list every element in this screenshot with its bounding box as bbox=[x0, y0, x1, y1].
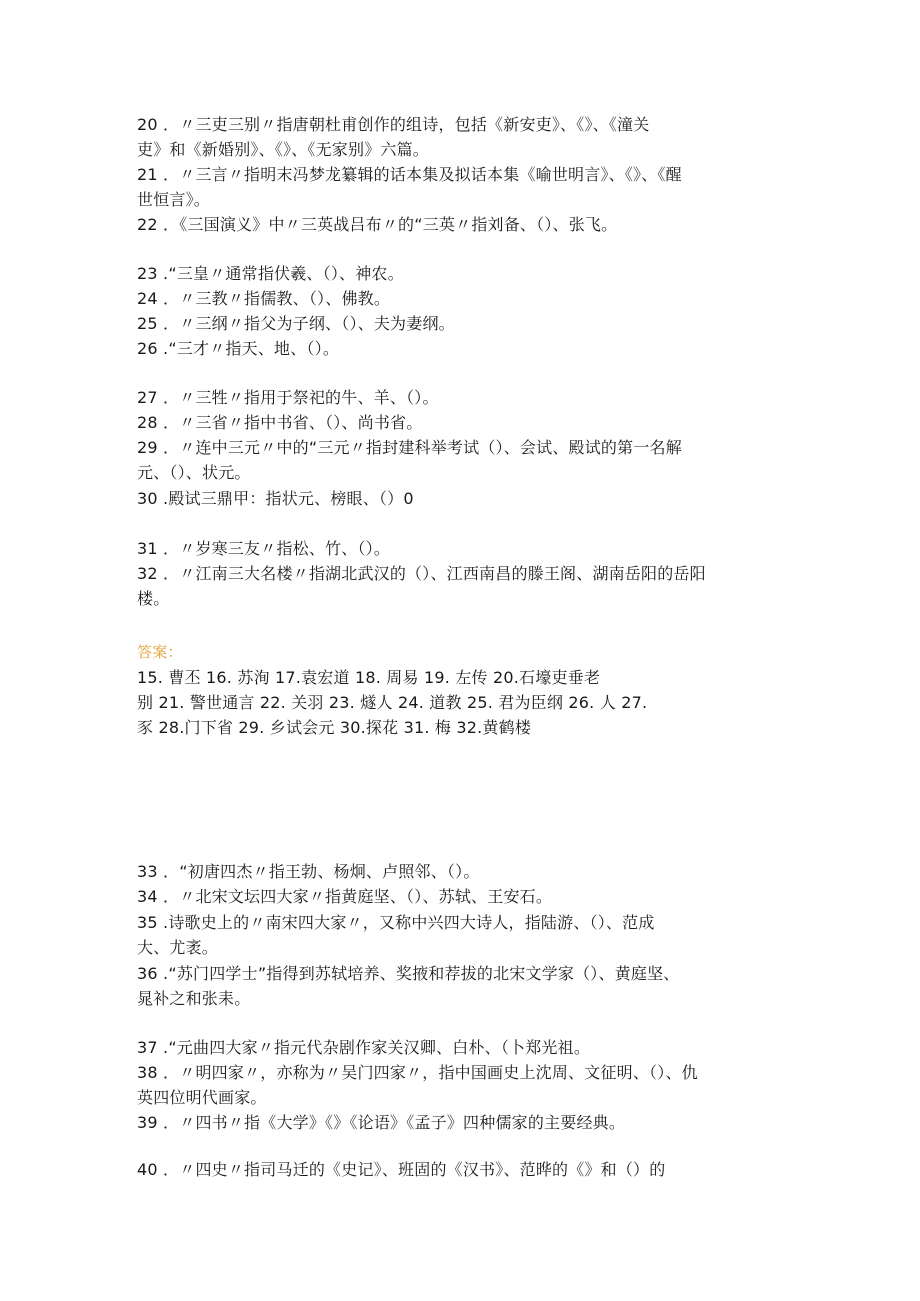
question-36-line-2: 晁补之和张耒。 bbox=[137, 989, 251, 1008]
question-27: 27 ．〃三牲〃指用于祭祀的牛、羊、（）。 bbox=[137, 388, 439, 407]
question-32-line-1: 32 ．〃江南三大名楼〃指湖北武汉的（）、江西南昌的滕王阁、湖南岳阳的岳阳 bbox=[137, 564, 706, 583]
question-38-line-2: 英四位明代画家。 bbox=[137, 1088, 267, 1107]
question-30: 30 .殿试三鼎甲：指状元、榜眼、（）0 bbox=[137, 489, 414, 508]
question-37: 37 .“元曲四大家〃指元代杂剧作家关汉卿、白朴、（卜郑光祖。 bbox=[137, 1038, 591, 1057]
answer-heading: 答案： bbox=[137, 643, 183, 661]
question-26: 26 .“三才〃指天、地、（）。 bbox=[137, 339, 340, 358]
question-20-line-2: 吏》和《新婚别》、《》、《无家别》六篇。 bbox=[137, 140, 430, 159]
question-35-line-1: 35 .诗歌史上的〃南宋四大家〃，又称中兴四大诗人，指陆游、（）、范成 bbox=[137, 913, 655, 932]
question-21-line-1: 21 ．〃三言〃指明末冯梦龙纂辑的话本集及拟话本集《喻世明言》、《》、《醒 bbox=[137, 165, 682, 184]
question-29-line-2: 元、（）、状元。 bbox=[137, 463, 251, 482]
question-36-line-1: 36 .“苏门四学士”指得到苏轼培养、奖掖和荐拔的北宋文学家（）、黄庭坚、 bbox=[137, 964, 680, 983]
question-38-line-1: 38 ．〃明四家〃，亦称为〃吴门四家〃，指中国画史上沈周、文征明、（）、仇 bbox=[137, 1063, 698, 1082]
question-28: 28 ．〃三省〃指中书省、（）、尚书省。 bbox=[137, 413, 423, 432]
question-31: 31 ．〃岁寒三友〃指松、竹、（）。 bbox=[137, 539, 391, 558]
answer-line-1: 15. 曹丕 16. 苏洵 17.袁宏道 18. 周易 19. 左传 20.石壕吏垂老 bbox=[137, 668, 601, 687]
answer-line-3: 豕 28.门下省 29. 乡试会元 30.探花 31. 梅 32.黄鹤楼 bbox=[137, 718, 532, 737]
question-34: 34 ．〃北宋文坛四大家〃指黄庭坚、（）、苏轼、王安石。 bbox=[137, 887, 553, 906]
question-39: 39 ．〃四书〃指《大学》《》《论语》《孟子》四种儒家的主要经典。 bbox=[137, 1113, 626, 1132]
question-32-line-2: 楼。 bbox=[137, 589, 170, 608]
question-33: 33 ．“初唐四杰〃指王勃、杨炯、卢照邻、（）。 bbox=[137, 862, 480, 881]
question-25: 25 ．〃三纲〃指父为子纲、（）、夫为妻纲。 bbox=[137, 314, 455, 333]
question-21-line-2: 世恒言》。 bbox=[137, 190, 211, 209]
question-23: 23 .“三皇〃通常指伏羲、（）、神农。 bbox=[137, 264, 404, 283]
question-20-line-1: 20 ．〃三吏三别〃指唐朝杜甫创作的组诗，包括《新安吏》、《》、《潼关 bbox=[137, 115, 650, 134]
question-22: 22 ．《三国演义》中〃三英战吕布〃的“三英〃指刘备、（）、张飞。 bbox=[137, 215, 618, 234]
question-29-line-1: 29 ．〃连中三元〃中的“三元〃指封建科举考试（）、会试、殿试的第一名解 bbox=[137, 438, 682, 457]
question-35-line-2: 大、尤袤。 bbox=[137, 938, 219, 957]
question-40: 40 ．〃四史〃指司马迁的《史记》、班固的《汉书》、范晔的《》和（）的 bbox=[137, 1160, 666, 1179]
question-24: 24 ．〃三教〃指儒教、（）、佛教。 bbox=[137, 289, 391, 308]
answer-line-2: 别 21. 警世通言 22. 关羽 23. 燧人 24. 道教 25. 君为臣纲 26. 人 27. bbox=[137, 693, 648, 712]
